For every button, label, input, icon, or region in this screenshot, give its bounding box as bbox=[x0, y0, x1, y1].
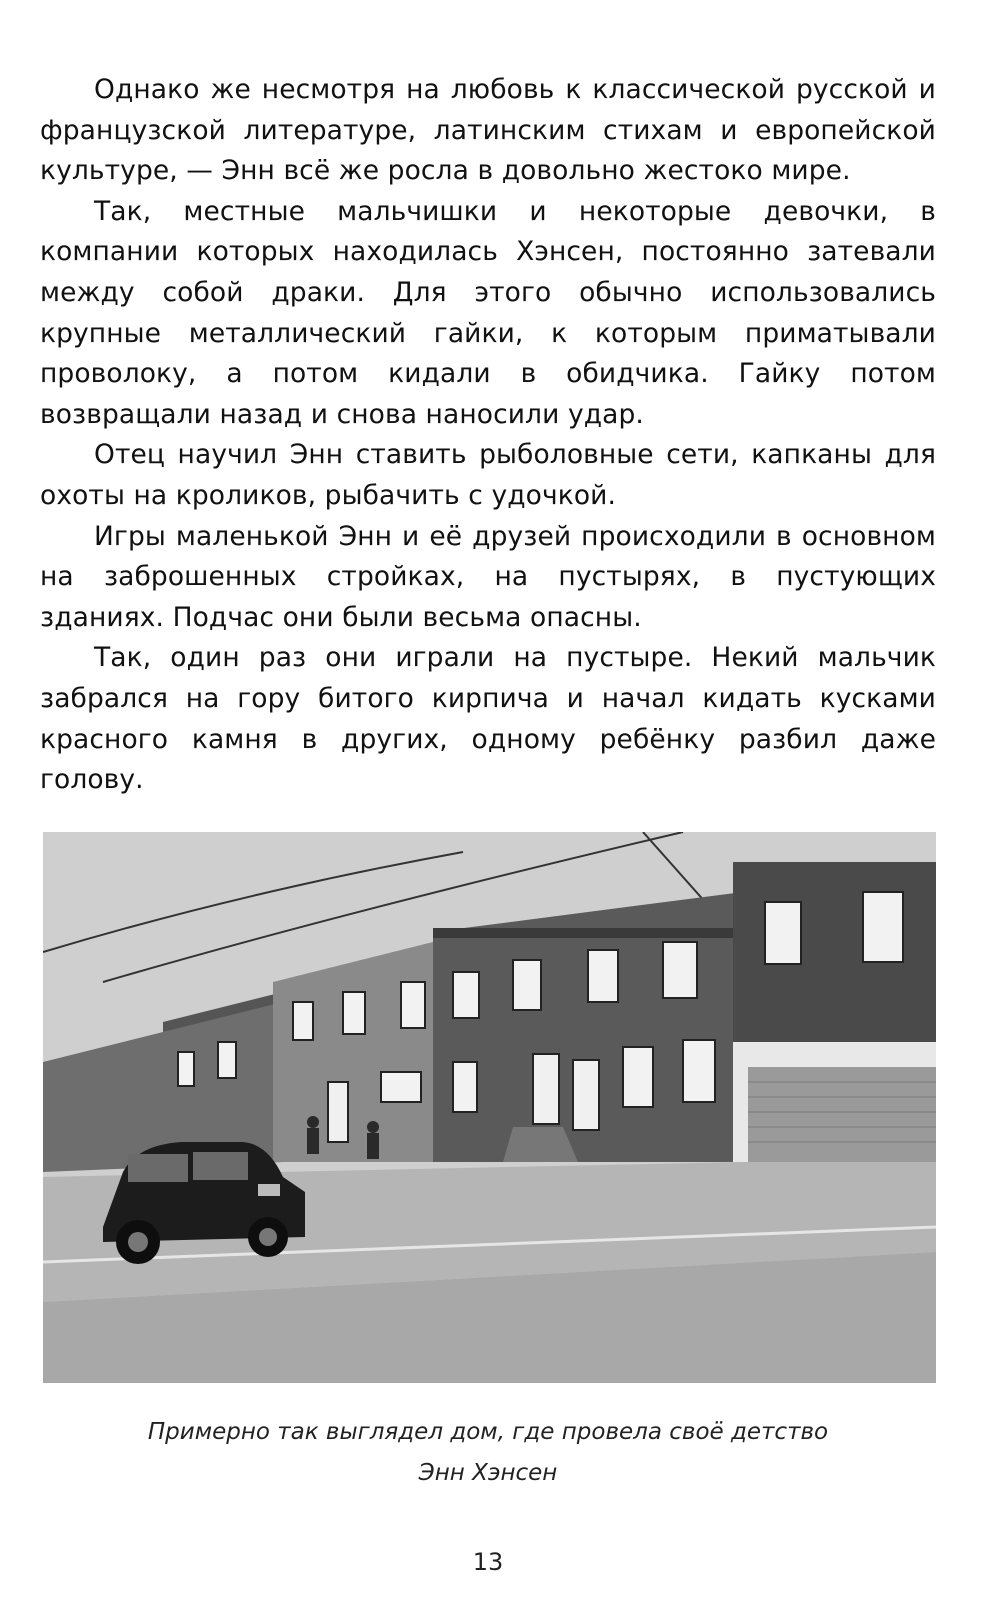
row-houses-illustration bbox=[43, 832, 936, 1383]
paragraph-1: Однако же несмотря на любовь к классической русской и французской литературе, латинским стихам и европейской культуре, — Энн всё же росла в довольно жестоко мире. bbox=[40, 74, 936, 187]
street-photo bbox=[43, 832, 936, 1383]
paragraph-2: Так, местные мальчишки и некоторые девочки, в компании которых находилась Хэнсен, постоянно затевали между собой драки. Для этого обычно использовались крупные металлический гайки, к которым приматывали проволоку, а потом кидали в обидчика. Гайку потом возвращали назад и снова наносили удар. bbox=[40, 195, 936, 430]
figure-caption bbox=[40, 1412, 936, 1494]
paragraph-3: Отец научил Энн ставить рыболовные сети, капканы для охоты на кроликов, рыбачить с удочкой. bbox=[40, 439, 936, 511]
page-number: 13 bbox=[472, 1548, 504, 1576]
caption-line-2: Энн Хэнсен bbox=[418, 1460, 558, 1486]
paragraph-5: Так, один раз они играли на пустыре. Некий мальчик забрался на гору битого кирпича и начал кидать кусками красного камня в других, одному ребёнку разбил даже голову. bbox=[40, 642, 936, 796]
body-text bbox=[40, 70, 936, 801]
caption-line-1: Примерно так выглядел дом, где провела своё детство bbox=[147, 1419, 829, 1445]
paragraph-4: Игры маленькой Энн и её друзей происходили в основном на заброшенных стройках, на пустырях, в пустующих зданиях. Подчас они были весьма опасны. bbox=[40, 520, 936, 633]
